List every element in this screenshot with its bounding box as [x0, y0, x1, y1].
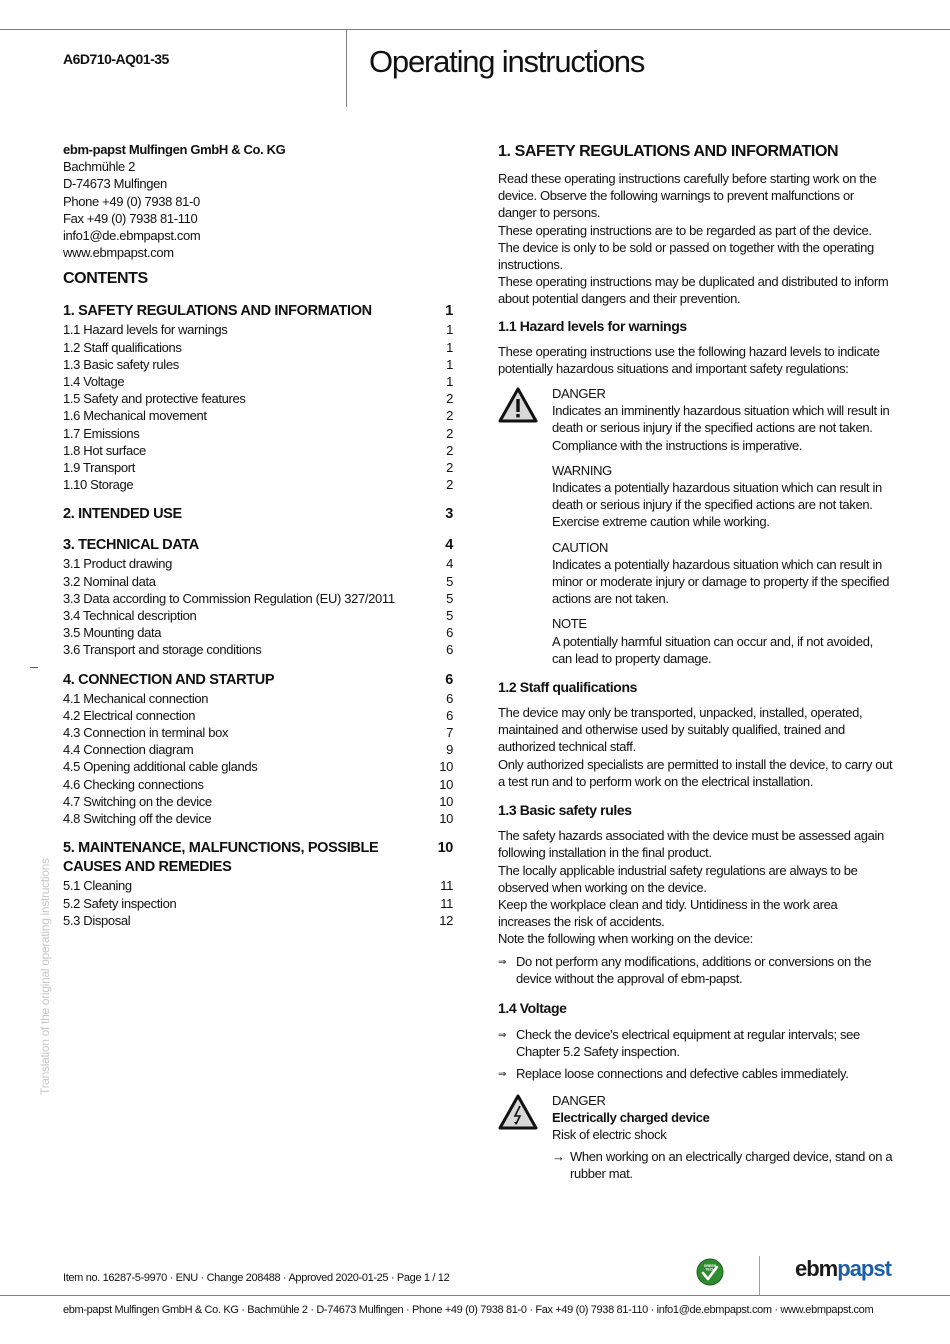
- toc-item-label: 3.4 Technical description: [63, 608, 197, 624]
- paragraph: These operating instructions may be duplicated and distributed to inform about potential dangers and their prevention.: [498, 274, 889, 307]
- double-arrow-icon: ⇒: [498, 1029, 507, 1041]
- danger-action: [552, 1148, 893, 1182]
- toc-item[interactable]: [63, 690, 453, 707]
- toc-page: 5: [446, 573, 453, 589]
- toc-page: 1: [445, 303, 453, 320]
- toc-item[interactable]: [63, 573, 453, 590]
- toc-page: 5: [446, 608, 453, 624]
- toc-section[interactable]: [63, 671, 453, 690]
- section-heading: 1. SAFETY REGULATIONS AND INFORMATION: [498, 143, 839, 160]
- toc-section-title: 2. INTENDED USE: [63, 506, 182, 523]
- margin-tick: [30, 667, 38, 668]
- greentech-badge-icon: [696, 1258, 724, 1286]
- paragraph: These operating instructions use the following hazard levels to indicate potentially hazardous situations and important safety regulations:: [498, 343, 880, 376]
- subsection-heading: 1.1 Hazard levels for warnings: [498, 317, 687, 334]
- list-item: [498, 1026, 893, 1060]
- hazard-title: NOTE: [552, 616, 587, 632]
- company-address: [63, 141, 453, 261]
- toc-item-label: 4.4 Connection diagram: [63, 742, 194, 758]
- paragraph: Only authorized specialists are permitted to install the device, to carry out a test run and to perform work on the electrical installation.: [498, 756, 893, 789]
- danger-level: DANGER: [552, 1092, 606, 1108]
- header-divider: [346, 29, 347, 107]
- double-arrow-icon: ⇒: [498, 1069, 507, 1081]
- toc-item[interactable]: [63, 321, 453, 338]
- email-link[interactable]: info1@de.ebmpapst.com: [63, 228, 201, 244]
- toc-item[interactable]: [63, 476, 453, 493]
- phone: Phone +49 (0) 7938 81-0: [63, 193, 200, 209]
- toc-page: 12: [439, 912, 453, 928]
- website-link[interactable]: www.ebmpapst.com: [63, 245, 174, 261]
- toc-item-label: 3.6 Transport and storage conditions: [63, 642, 262, 658]
- danger-electric-box: [498, 1092, 893, 1183]
- paragraph: Keep the workplace clean and tidy. Untidiness in the work area increases the risk of accidents.: [498, 896, 838, 930]
- toc-page: 1: [446, 374, 453, 390]
- hazard-text: A potentially harmful situation can occur and, if not avoided, can lead to property damage.: [552, 633, 873, 666]
- toc-item-label: 3.2 Nominal data: [63, 573, 156, 589]
- subsection-heading: 1.4 Voltage: [498, 999, 567, 1016]
- ebmpapst-logo: [795, 1256, 891, 1282]
- toc-item-label: 3.1 Product drawing: [63, 556, 172, 572]
- toc-section[interactable]: [63, 302, 453, 321]
- toc-section-title: 4. CONNECTION AND STARTUP: [63, 671, 275, 688]
- contents-heading: CONTENTS: [63, 270, 148, 288]
- toc-item[interactable]: [63, 758, 453, 775]
- model-number: A6D710-AQ01-35: [63, 51, 169, 67]
- toc-item-label: 1.10 Storage: [63, 477, 134, 493]
- toc-page: 11: [440, 878, 453, 894]
- logo-papst: papst: [837, 1256, 891, 1281]
- document-title: Operating instructions: [369, 44, 645, 79]
- toc-section-title: 5. MAINTENANCE, MALFUNCTIONS, POSSIBLE CAUSES AND REMEDIES: [63, 840, 379, 876]
- toc-item[interactable]: [63, 707, 453, 724]
- subsection-heading: 1.3 Basic safety rules: [498, 802, 632, 819]
- toc-item-label: 5.1 Cleaning: [63, 878, 132, 894]
- toc-item-label: 4.6 Checking connections: [63, 776, 204, 792]
- toc-item-label: 1.3 Basic safety rules: [63, 356, 179, 372]
- toc-item-label: 3.3 Data according to Commission Regulation (EU) 327/2011: [63, 590, 395, 606]
- toc-item[interactable]: [63, 356, 453, 373]
- paragraph: The device may only be transported, unpacked, installed, operated, maintained and otherwise used by suitably qualified, trained and authorized technical staff.: [498, 705, 863, 755]
- header-top-rule: [0, 29, 950, 30]
- toc-page: 6: [446, 690, 453, 706]
- danger-action-text: When working on an electrically charged device, stand on a rubber mat.: [570, 1149, 893, 1182]
- list-item: [498, 1065, 893, 1083]
- toc-item-label: 3.5 Mounting data: [63, 625, 162, 641]
- hazard-danger: [552, 385, 893, 454]
- left-column: [63, 141, 453, 929]
- toc-page: 6: [446, 625, 453, 641]
- paragraph: Read these operating instructions carefully before starting work on the device. Observe the following warnings to prevent malfunctions or danger to persons.: [498, 171, 877, 221]
- toc-page: 2: [446, 477, 453, 493]
- paragraph: Note the following when working on the device:: [498, 931, 753, 947]
- toc-item-label: 1.4 Voltage: [63, 374, 125, 390]
- toc-section-title: 1. SAFETY REGULATIONS AND INFORMATION: [63, 303, 372, 320]
- logo-ebm: ebm: [795, 1256, 838, 1281]
- warning-triangle-icon: [498, 387, 538, 423]
- toc-item[interactable]: [63, 407, 453, 424]
- list-item-text: Check the device's electrical equipment at regular intervals; see Chapter 5.2 Safety inspection.: [516, 1026, 860, 1060]
- paragraph: The locally applicable industrial safety regulations are always to be observed when working on the device.: [498, 862, 858, 895]
- toc-section[interactable]: [63, 536, 453, 555]
- toc-page: 2: [446, 425, 453, 441]
- hazard-title: DANGER: [552, 386, 606, 402]
- toc-page: 2: [446, 460, 453, 476]
- paragraph: The safety hazards associated with the device must be assessed again following installation in the final product.: [498, 828, 884, 861]
- toc-item-label: 1.8 Hot surface: [63, 442, 146, 458]
- toc-section-title: 3. TECHNICAL DATA: [63, 537, 199, 554]
- toc-page: 4: [446, 556, 453, 572]
- footer-item-info: Item no. 16287-5-9970 · ENU · Change 208488 · Approved 2020-01-25 · Page 1 / 12: [63, 1272, 450, 1284]
- hazard-title: CAUTION: [552, 539, 609, 555]
- company-name: ebm-papst Mulfingen GmbH & Co. KG: [63, 142, 286, 157]
- toc-page: 3: [445, 506, 453, 523]
- svg-text:GREEN: GREEN: [703, 1264, 717, 1268]
- hazard-caution: [552, 539, 893, 608]
- toc-item-label: 4.1 Mechanical connection: [63, 690, 209, 706]
- hazard-text: Indicates a potentially hazardous situation which can result in death or serious injury if the specified actions are not taken. Exercise extreme caution while working.: [552, 480, 882, 530]
- toc-item-label: 1.5 Safety and protective features: [63, 391, 246, 407]
- toc-item[interactable]: [63, 641, 453, 658]
- toc-page: 2: [446, 408, 453, 424]
- toc-item[interactable]: [63, 373, 453, 390]
- svg-text:TECH: TECH: [705, 1267, 715, 1272]
- toc-item[interactable]: [63, 590, 453, 607]
- toc-page: 10: [437, 840, 453, 857]
- toc-item-label: 5.3 Disposal: [63, 912, 131, 928]
- fax: Fax +49 (0) 7938 81-110: [63, 210, 198, 226]
- footer-rule: [0, 1295, 950, 1296]
- toc-item[interactable]: [63, 776, 453, 793]
- toc-item[interactable]: [63, 607, 453, 624]
- toc-item[interactable]: [63, 390, 453, 407]
- toc-page: 1: [446, 356, 453, 372]
- hazard-text: Indicates a potentially hazardous situation which can result in minor or moderate injury or damage to property if the specified actions are not taken.: [552, 556, 890, 607]
- hazard-note: [552, 615, 893, 667]
- toc-item-label: 1.6 Mechanical movement: [63, 408, 207, 424]
- toc-page: 10: [439, 776, 453, 792]
- double-arrow-icon: ⇒: [498, 956, 507, 968]
- toc-item[interactable]: [63, 724, 453, 741]
- toc-item[interactable]: [63, 459, 453, 476]
- right-arrow-icon: →: [552, 1149, 565, 1165]
- toc-page: 10: [439, 793, 453, 809]
- toc-page: 10: [439, 811, 453, 827]
- translation-note: Translation of the original operating instructions: [38, 858, 52, 1095]
- toc-item[interactable]: [63, 793, 453, 810]
- toc-item-label: 4.7 Switching on the device: [63, 793, 212, 809]
- paragraph: These operating instructions are to be regarded as part of the device. The device is only to be sold or passed on together with the operating instructions.: [498, 222, 874, 273]
- toc-section[interactable]: [63, 839, 453, 877]
- toc-page: 6: [446, 642, 453, 658]
- hazard-title: WARNING: [552, 462, 612, 478]
- toc-item-label: 1.1 Hazard levels for warnings: [63, 322, 228, 338]
- toc-item-label: 1.7 Emissions: [63, 425, 140, 441]
- toc-item[interactable]: [63, 895, 453, 912]
- subsection-heading: 1.2 Staff qualifications: [498, 679, 637, 696]
- toc-page: 5: [446, 590, 453, 606]
- toc-page: 2: [446, 442, 453, 458]
- toc-page: 1: [446, 339, 453, 355]
- danger-subtitle: Risk of electric shock: [552, 1126, 667, 1142]
- street: Bachmühle 2: [63, 159, 136, 175]
- toc-item-label: 1.9 Transport: [63, 460, 136, 476]
- toc-item[interactable]: [63, 912, 453, 929]
- list-item-text: Do not perform any modifications, additions or conversions on the device without the approval of ebm-papst.: [516, 953, 872, 986]
- toc-page: 2: [446, 391, 453, 407]
- toc-item[interactable]: [63, 877, 453, 894]
- toc-page: 6: [446, 707, 453, 723]
- list-item: [498, 953, 893, 987]
- toc-page: 6: [445, 671, 453, 688]
- toc-page: 11: [440, 895, 453, 911]
- toc-item-label: 5.2 Safety inspection: [63, 895, 177, 911]
- toc-item[interactable]: [63, 741, 453, 758]
- toc-item-label: 4.3 Connection in terminal box: [63, 725, 229, 741]
- toc-section[interactable]: [63, 505, 453, 524]
- hazard-warning: [552, 462, 893, 531]
- toc-item-label: 4.5 Opening additional cable glands: [63, 759, 258, 775]
- danger-title: Electrically charged device: [552, 1109, 710, 1125]
- toc-item[interactable]: [63, 442, 453, 459]
- toc-item-label: 1.2 Staff qualifications: [63, 339, 182, 355]
- footer-address: ebm-papst Mulfingen GmbH & Co. KG · Bachmühle 2 · D-74673 Mulfingen · Phone +49 (0) 7938 81-0 · Fax +49 (0) 7938 81-110 · info1@de.ebmpapst.com · www.ebmpapst.com: [63, 1304, 874, 1316]
- footer-divider: [759, 1256, 760, 1295]
- table-of-contents: [63, 302, 453, 928]
- toc-item[interactable]: [63, 425, 453, 442]
- toc-page: 4: [445, 537, 453, 554]
- right-column: [498, 142, 893, 1183]
- toc-item-label: 4.8 Switching off the device: [63, 811, 212, 827]
- list-item-text: Replace loose connections and defective cables immediately.: [516, 1066, 849, 1082]
- toc-page: 10: [439, 759, 453, 775]
- toc-page: 1: [446, 322, 453, 338]
- hazard-text: Indicates an imminently hazardous situation which will result in death or serious injury if the specified actions are not taken. Compliance with the instructions is imperative.: [552, 403, 890, 453]
- toc-item-label: 4.2 Electrical connection: [63, 707, 196, 723]
- toc-item[interactable]: [63, 624, 453, 641]
- toc-page: 7: [446, 725, 453, 741]
- toc-item[interactable]: [63, 810, 453, 827]
- city: D-74673 Mulfingen: [63, 176, 167, 192]
- hazard-levels: [498, 385, 893, 667]
- toc-item[interactable]: [63, 555, 453, 572]
- electric-hazard-icon: [498, 1094, 538, 1130]
- toc-item[interactable]: [63, 339, 453, 356]
- toc-page: 9: [446, 742, 453, 758]
